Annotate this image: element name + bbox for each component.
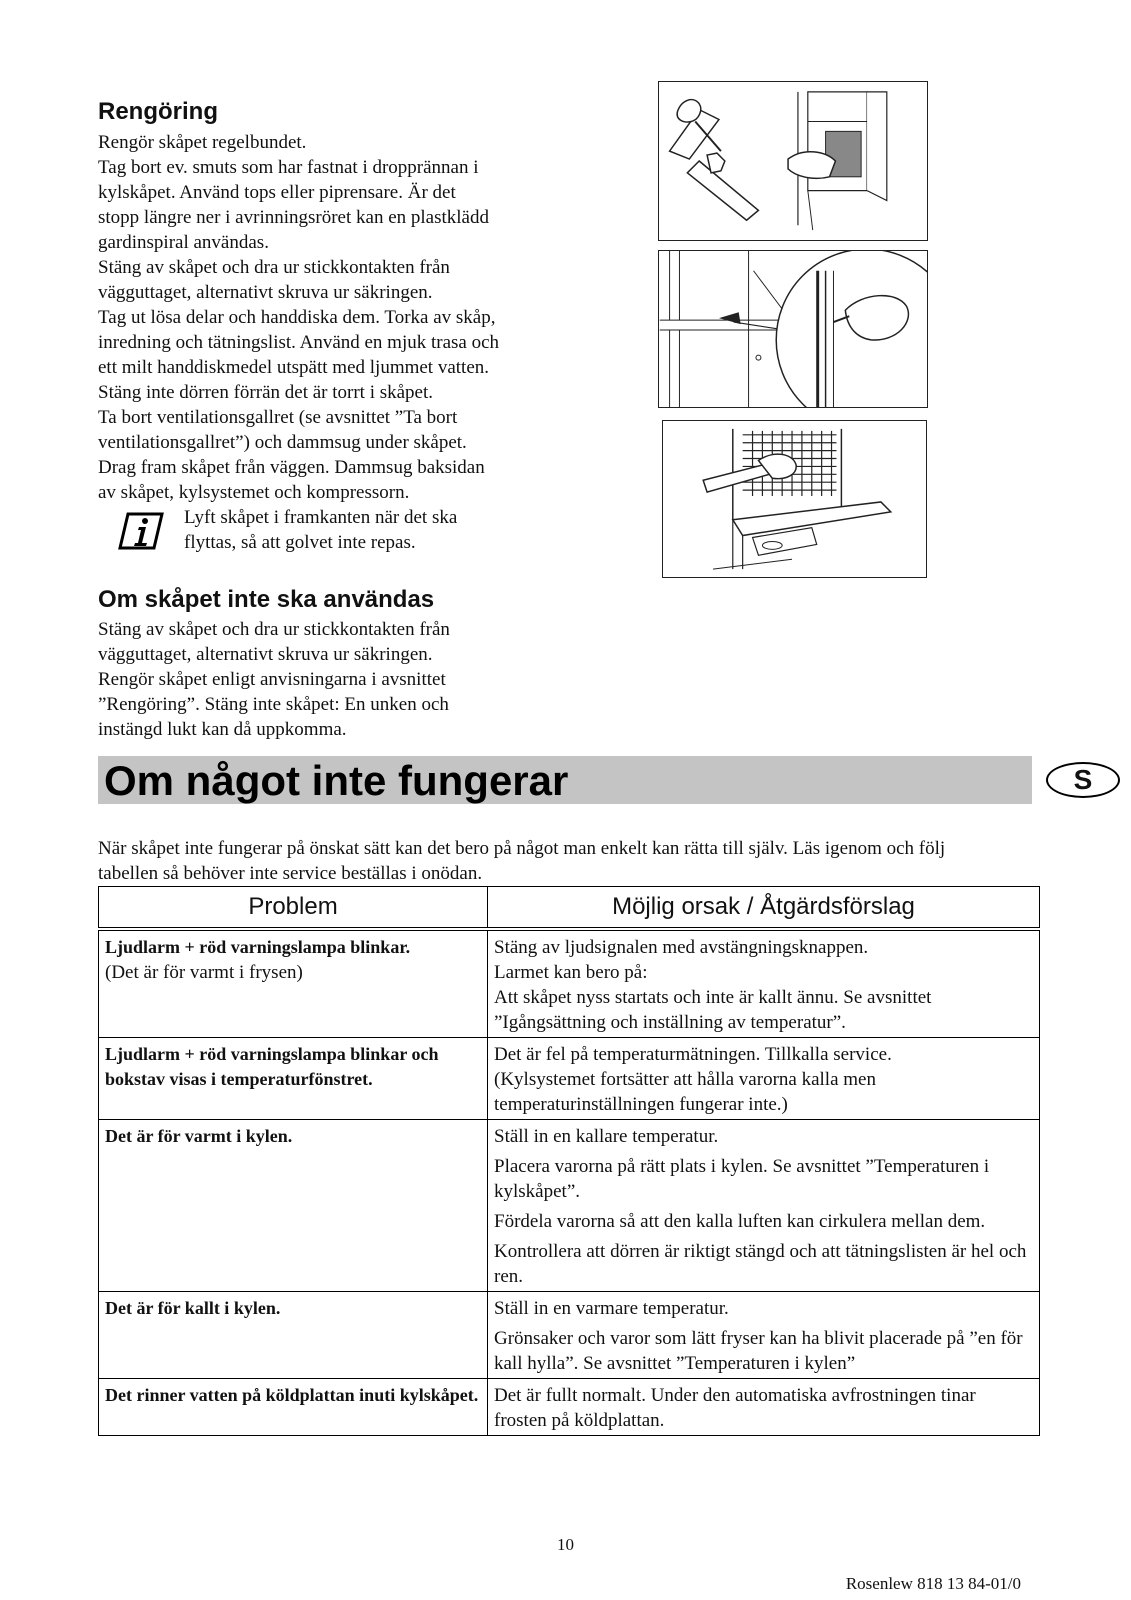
problem-note: (Det är för varmt i frysen) bbox=[105, 962, 303, 983]
column-header-problem: Problem bbox=[99, 887, 488, 930]
text-line: instängd lukt kan då uppkomma. bbox=[98, 719, 347, 740]
page-number: 10 bbox=[557, 1535, 574, 1554]
text-line: Tag bort ev. smuts som har fastnat i dropprännan i bbox=[98, 157, 479, 178]
fix-paragraph: Kontrollera att dörren är riktigt stängd och att tätningslisten är hel och ren. bbox=[494, 1241, 1027, 1287]
text-line: gardinspiral användas. bbox=[98, 232, 269, 253]
problem-cell bbox=[99, 929, 488, 1038]
problem-cell bbox=[99, 1038, 488, 1120]
column-header-cause: Möjlig orsak / Åtgärdsförslag bbox=[488, 887, 1040, 930]
text-line: ”Rengöring”. Stäng inte skåpet: En unken och bbox=[98, 694, 449, 715]
table-header-row bbox=[99, 887, 1040, 930]
cause-cell bbox=[488, 1292, 1040, 1379]
text-line: inredning och tätningslist. Använd en mjuk trasa och bbox=[98, 332, 500, 353]
fix-paragraph: Det är fel på temperaturmätningen. Tillkalla service. (Kylsystemet fortsätter att hålla varorna kalla men temperaturinställningen fungerar inte.) bbox=[494, 1044, 892, 1115]
text-line: Tag ut lösa delar och handdiska dem. Torka av skåp, bbox=[98, 307, 496, 328]
language-badge: S bbox=[1046, 762, 1120, 798]
problem-text: Det är för kallt i kylen. bbox=[105, 1298, 281, 1318]
text-line: vägguttaget, alternativt skruva ur säkringen. bbox=[98, 644, 433, 665]
text-line: Stäng inte dörren förrän det är torrt i skåpet. bbox=[98, 382, 434, 403]
text-line: När skåpet inte fungerar på önskat sätt kan det bero på något man enkelt kan rätta till själv. Läs igenom och följ bbox=[98, 838, 946, 859]
text-line: Stäng av skåpet och dra ur stickkontakten från bbox=[98, 257, 450, 278]
text-line: ett milt handdiskmedel utspätt med ljummet vatten. bbox=[98, 357, 490, 378]
table-row bbox=[99, 1120, 1040, 1292]
problem-text: Ljudlarm + röd varningslampa blinkar och bokstav visas i temperaturfönstret. bbox=[105, 1044, 439, 1089]
text-line: tabellen så behöver inte service beställas i onödan. bbox=[98, 863, 483, 884]
section-title: Om något inte fungerar bbox=[104, 757, 569, 804]
fix-paragraph: Fördela varorna så att den kalla luften kan cirkulera mellan dem. bbox=[494, 1211, 986, 1232]
fix-paragraph: Ställ in en varmare temperatur. bbox=[494, 1298, 729, 1319]
problem-text: Det rinner vatten på köldplattan inuti kylskåpet. bbox=[105, 1385, 479, 1405]
text-line: stopp längre ner i avrinningsröret kan en plastklädd bbox=[98, 207, 489, 228]
fix-paragraph: Grönsaker och varor som lätt fryser kan ha blivit placerade på ”en för kall hylla”. Se avsnittet ”Temperaturen i kylen” bbox=[494, 1328, 1023, 1374]
not-in-use-heading: Om skåpet inte ska användas bbox=[98, 586, 435, 613]
info-note-text bbox=[184, 505, 457, 555]
problem-text: Ljudlarm + röd varningslampa blinkar. bbox=[105, 937, 411, 957]
table-row bbox=[99, 1038, 1040, 1120]
table-row bbox=[99, 1379, 1040, 1436]
vacuum-compressor-illustration bbox=[662, 420, 927, 578]
text-line: ventilationsgallret”) och dammsug under skåpet. bbox=[98, 432, 467, 453]
cause-cell bbox=[488, 1120, 1040, 1292]
text-line: flyttas, så att golvet inte repas. bbox=[184, 532, 416, 553]
fix-paragraph: Ställ in en kallare temperatur. bbox=[494, 1126, 719, 1147]
document-code: Rosenlew 818 13 84-01/0 bbox=[845, 1574, 1021, 1593]
text-line: Rengör skåpet regelbundet. bbox=[98, 132, 307, 153]
cleaning-drip-channel-illustration bbox=[658, 81, 928, 241]
table-row bbox=[99, 929, 1040, 1038]
table-row bbox=[99, 1292, 1040, 1379]
text-line: Lyft skåpet i framkanten när det ska bbox=[184, 507, 458, 528]
troubleshoot-intro bbox=[98, 836, 945, 886]
text-line: Rengör skåpet enligt anvisningarna i avsnittet bbox=[98, 669, 446, 690]
cleaning-text bbox=[98, 130, 499, 505]
section-banner bbox=[98, 756, 1093, 804]
not-in-use-text bbox=[98, 617, 450, 742]
fix-paragraph: Stäng av ljudsignalen med avstängningsknappen. Larmet kan bero på: Att skåpet nyss startats och inte är kallt ännu. Se avsnittet ”Igångsättning och inställning av temperatur”. bbox=[494, 937, 932, 1033]
text-line: vägguttaget, alternativt skruva ur säkringen. bbox=[98, 282, 433, 303]
info-i-icon bbox=[118, 511, 164, 551]
text-line: kylskåpet. Använd tops eller piprensare. Är det bbox=[98, 182, 456, 203]
fix-paragraph: Det är fullt normalt. Under den automatiska avfrostningen tinar frosten på köldplattan. bbox=[494, 1385, 976, 1431]
problem-text: Det är för varmt i kylen. bbox=[105, 1126, 293, 1146]
text-line: Stäng av skåpet och dra ur stickkontakten från bbox=[98, 619, 450, 640]
text-line: Drag fram skåpet från väggen. Dammsug baksidan bbox=[98, 457, 485, 478]
problem-cell bbox=[99, 1379, 488, 1436]
text-line: Ta bort ventilationsgallret (se avsnittet ”Ta bort bbox=[98, 407, 458, 428]
cause-cell bbox=[488, 1038, 1040, 1120]
cleaning-heading: Rengöring bbox=[98, 98, 218, 125]
problem-cell bbox=[99, 1120, 488, 1292]
wipe-seal-illustration bbox=[658, 250, 928, 408]
cause-cell bbox=[488, 929, 1040, 1038]
troubleshooting-table bbox=[98, 886, 1040, 1436]
cause-cell bbox=[488, 1379, 1040, 1436]
info-note bbox=[118, 505, 558, 557]
fix-paragraph: Placera varorna på rätt plats i kylen. Se avsnittet ”Temperaturen i kylskåpet”. bbox=[494, 1156, 990, 1202]
text-line: av skåpet, kylsystemet och kompressorn. bbox=[98, 482, 410, 503]
problem-cell bbox=[99, 1292, 488, 1379]
